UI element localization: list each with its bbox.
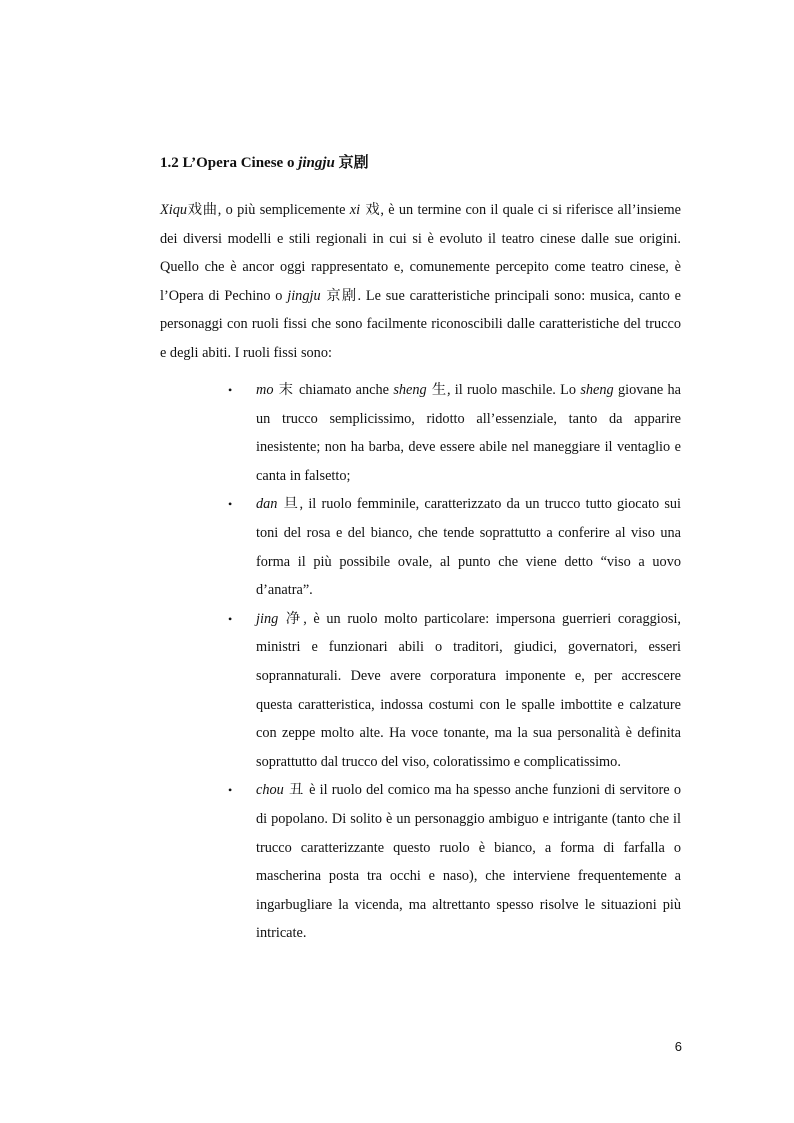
role-text: , è un ruolo molto particolare: impersona guerrieri coraggiosi, ministri e funzionari abili o traditori, giudici, governatori, esseri soprannaturali. Deve avere corporatura imponente e, per accrescere questa caratteristica, indossa costumi con le spalle imbottite e calzature con zeppe molto alte. Ha voce tonante, ma la sua personalità è definita soprattutto dal trucco del viso, coloratissimo e complicatissimo.: [256, 610, 682, 770]
role-cjk-2: 生: [426, 382, 447, 398]
cjk-xiqu: 戏曲: [187, 202, 218, 218]
intro-paragraph: [160, 196, 681, 368]
role-cjk: 净: [278, 610, 304, 627]
role-term: jing: [256, 610, 279, 627]
bullet-icon: •: [228, 497, 233, 512]
role-text: è il ruolo del comico ma ha spesso anche funzioni di servitore o di popolano. Di solito è un personaggio ambiguo e intrigante (tanto che il trucco caratterizzante questo ruolo è bianco, a forma di farfalla o mascherina posta tra occhi e naso), che interviene frequentemente a ingarbugliare la vicenda, ma altrettanto spesso risolve le situazioni più intricate.: [256, 782, 682, 942]
list-item: [228, 605, 681, 777]
section-heading: [160, 152, 680, 174]
section-title-cjk: 京剧: [338, 155, 369, 171]
role-text-2: , il ruolo maschile. Lo: [446, 382, 581, 398]
role-text: , il ruolo femminile, caratterizzato da un trucco tutto giocato sui toni del rosa e del bianco, che tende soprattutto a conferire al viso una forma il più possibile ovale, al punto che viene detto “viso a uovo d’anatra”.: [256, 496, 681, 599]
role-text: chiamato anche: [299, 382, 394, 398]
section-number: 1.2: [160, 155, 179, 171]
term-xiqu: Xiqu: [160, 202, 188, 218]
term-jingju: jingju: [287, 287, 321, 304]
roles-list: [228, 376, 681, 948]
page-number: 6: [674, 1039, 682, 1054]
section-title-text: L’Opera Cinese o: [182, 155, 295, 171]
role-term: chou: [256, 782, 284, 799]
role-cjk: 末: [273, 382, 299, 398]
role-cjk: 丑: [283, 782, 310, 799]
bullet-icon: •: [228, 783, 233, 798]
role-text-3: giovane ha un trucco semplicissimo, ridotto all’essenziale, tanto da apparire inesistente; non ha barba, deve essere abile nel maneggiare il ventaglio e canta in falsetto;: [256, 382, 682, 484]
term-xi: xi: [349, 202, 361, 218]
list-item: [228, 776, 681, 948]
role-cjk: 旦: [277, 496, 300, 513]
intro-text-2: , è un termine con il quale ci si riferisce all’insieme dei diversi modelli e stili regionali in cui si è evoluto il teatro cinese dalle sue origini. Quello che è ancor oggi rappresentato e, comunemente percepito come teatro cinese, è l’Opera di Pechino o: [160, 202, 682, 304]
cjk-xi: 戏: [360, 202, 381, 218]
role-term-3: sheng: [580, 382, 614, 398]
role-term-2: sheng: [393, 382, 427, 398]
list-item: [228, 376, 681, 490]
bullet-icon: •: [228, 611, 233, 626]
intro-text-1: , o più semplicemente: [217, 202, 350, 218]
role-term: dan: [256, 496, 278, 513]
cjk-jingju: 京剧: [320, 287, 358, 304]
section-title-term: jingju: [298, 155, 335, 171]
list-item: [228, 490, 681, 604]
role-term: mo: [256, 382, 274, 398]
intro-text-3: . Le sue caratteristiche principali sono: musica, canto e personaggi con ruoli fissi che sono facilmente riconoscibili dalle caratteristiche del trucco e degli abiti. I ruoli fissi sono:: [160, 287, 681, 361]
bullet-icon: •: [228, 383, 233, 397]
